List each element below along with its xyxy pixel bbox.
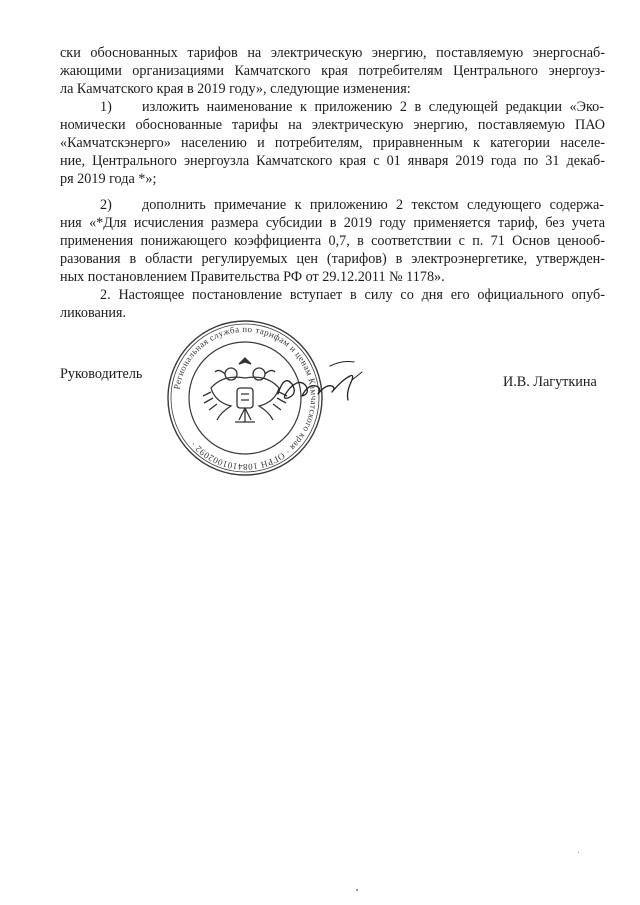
body-line-10: ния «*Для исчисления размера субсидии в 2019 году применяется тариф, без учета xyxy=(60,215,605,231)
list-item-2 xyxy=(100,196,605,214)
body-line-15: ликования. xyxy=(60,305,127,321)
body-line-3: ла Камчатского края в 2019 году», следующие изменения: xyxy=(60,81,411,97)
body-line-13: ных постановлением Правительства РФ от 29.12.2011 № 1178». xyxy=(60,269,445,285)
body-line-14: 2. Настоящее постановление вступает в силу со дня его официального опуб- xyxy=(100,287,605,303)
scan-speck xyxy=(578,852,579,853)
list-item-2-number: 2) xyxy=(100,197,112,213)
svg-text:Региональная служба по тарифам: Региональная служба по тарифам и ценам Камчатского края · ОГРН 1084101002092 · xyxy=(171,323,320,473)
body-line-7: ние, Центрального энергоузла Камчатского края с 01 января 2019 года по 31 декаб- xyxy=(60,153,605,169)
body-line-9: дополнить примечание к приложению 2 текстом следующего содержа- xyxy=(142,197,604,213)
body-line-2: жающими организациями Камчатского края потребителям Центрального энергоуз- xyxy=(60,63,605,79)
body-line-8: ря 2019 года *»; xyxy=(60,171,157,187)
signer-name: И.В. Лагуткина xyxy=(503,374,597,390)
list-item-1 xyxy=(100,98,605,116)
handwritten-signature xyxy=(270,350,370,410)
signer-position: Руководитель xyxy=(60,366,143,382)
scan-speck xyxy=(356,889,358,891)
list-item-1-number: 1) xyxy=(100,99,112,115)
body-line-1: ски обоснованных тарифов на электрическую энергию, поставляемую энергоснаб- xyxy=(60,45,605,61)
body-line-5: номически обоснованные тарифы на электрическую энергию, поставляемую ПАО xyxy=(60,117,605,133)
body-line-12: разования в области регулируемых цен (тарифов) в электроэнергетике, утвержден- xyxy=(60,251,605,267)
body-line-6: «Камчатскэнерго» населению и потребителям, приравненным к категории населе- xyxy=(60,135,605,151)
body-line-4: изложить наименование к приложению 2 в следующей редакции «Эко- xyxy=(142,99,604,115)
body-line-11: применения понижающего коэффициента 0,7, в соответствии с п. 71 Основ ценооб- xyxy=(60,233,605,249)
